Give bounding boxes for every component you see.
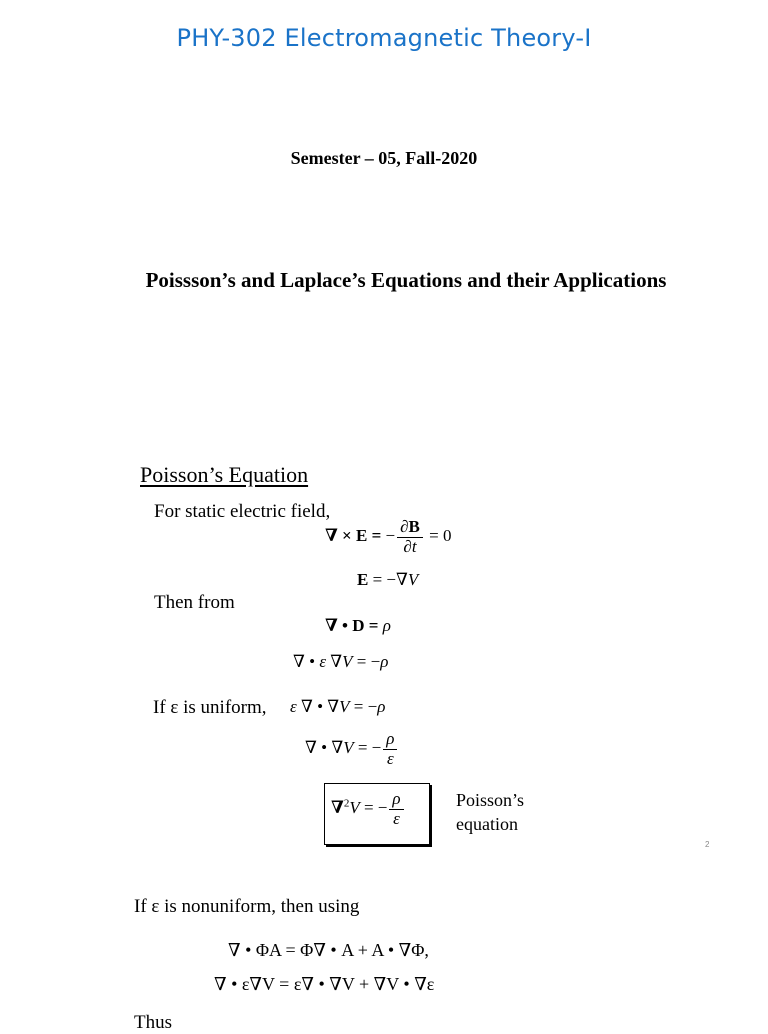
poisson-equation-box bbox=[324, 783, 430, 845]
topic-title: Poissson’s and Laplace’s Equations and their Applications bbox=[145, 268, 667, 292]
poisson-label-line1: Poisson’s bbox=[456, 790, 525, 810]
equation-curl-e: ∇ × E = − $\frac{\partial B}{\partial t}$ = 0 bbox=[325, 517, 452, 556]
equation-uniform: ε ∇ • ∇V = −ρ bbox=[290, 697, 386, 716]
if-uniform-text: If ε is uniform, bbox=[153, 697, 267, 718]
equation-div-eps-grad: ∇ • ε ∇V = −ρ bbox=[293, 652, 389, 671]
course-title: PHY-302 Electromagnetic Theory-I bbox=[176, 24, 592, 52]
then-from-text: Then from bbox=[154, 592, 235, 613]
identity-expansion: ∇ • ε∇V = ε∇ • ∇V + ∇V • ∇ε bbox=[214, 974, 435, 994]
equation-gauss: ∇ • D = ρ bbox=[325, 616, 391, 635]
cut-off-text: Thus bbox=[134, 1012, 172, 1033]
semester-label: Semester – 05, Fall-2020 bbox=[290, 148, 478, 168]
poisson-label-line2: equation bbox=[456, 814, 518, 834]
identity-product-rule: ∇ • ΦA = Φ∇ • A + A • ∇Φ, bbox=[228, 940, 429, 960]
section-heading: Poisson’s Equation bbox=[140, 462, 309, 487]
page-number: 2 bbox=[705, 840, 710, 849]
intro-text: For static electric field, bbox=[154, 501, 331, 522]
equation-poisson: ∇$^2$V = − $\frac{\rho}{\varepsilon}$ bbox=[331, 790, 406, 828]
equation-e-gradient: E = −∇V bbox=[357, 570, 419, 589]
nonuniform-text: If ε is nonuniform, then using bbox=[134, 896, 360, 917]
equation-laplacian-form: ∇ • ∇V = − $\frac{\rho}{\varepsilon}$ bbox=[305, 730, 399, 768]
